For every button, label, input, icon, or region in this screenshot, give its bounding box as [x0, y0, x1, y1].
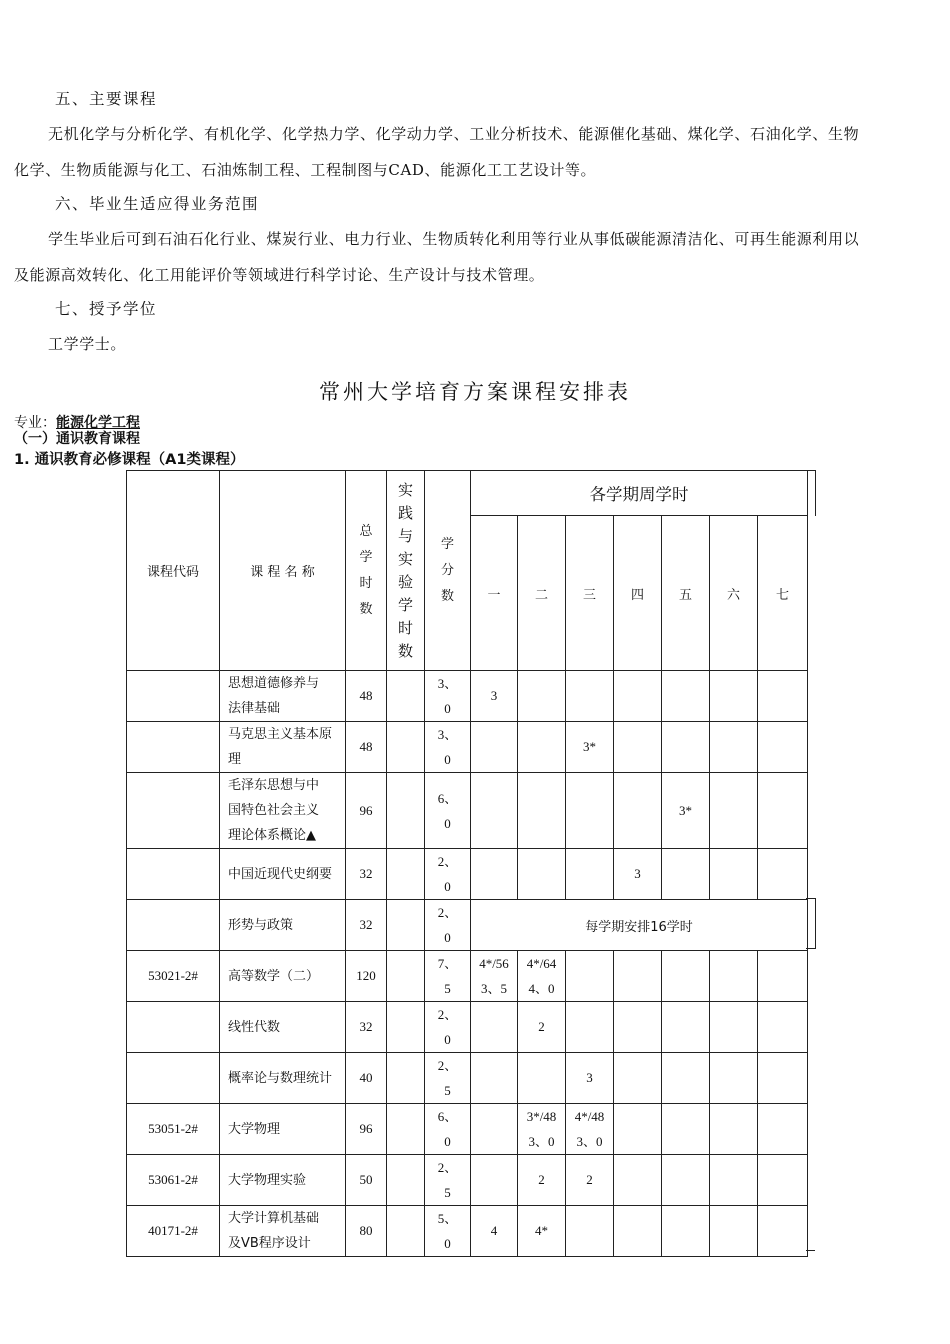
heading-career-scope: 六、毕业生适应得业务范围	[55, 195, 260, 213]
sem-hours	[662, 951, 710, 1002]
course-code	[127, 900, 220, 951]
sem-hours	[758, 849, 808, 900]
sem-hours: 2	[566, 1155, 614, 1206]
sem-hours: 3	[566, 1053, 614, 1104]
sem-hours	[614, 1002, 662, 1053]
sem-hours	[710, 1104, 758, 1155]
practice-hours	[387, 722, 425, 773]
credits: 2、 0	[425, 900, 471, 951]
sem-hours	[566, 773, 614, 849]
total-hours: 48	[346, 722, 387, 773]
sem-hours	[566, 1206, 614, 1257]
sem-hours	[662, 722, 710, 773]
sem-hours	[710, 671, 758, 722]
sem-hours	[758, 1206, 808, 1257]
sem-hours	[614, 1206, 662, 1257]
credits: 7、 5	[425, 951, 471, 1002]
sem-hours	[710, 1002, 758, 1053]
table-bottom-extension	[806, 1250, 815, 1251]
sem-hours	[758, 1104, 808, 1155]
sem-hours	[662, 1104, 710, 1155]
note-border-extension	[806, 898, 816, 949]
table-row	[127, 1002, 808, 1053]
heading-degree: 七、授予学位	[55, 300, 158, 318]
table-row	[127, 773, 808, 849]
credits: 2、 0	[425, 849, 471, 900]
practice-hours	[387, 849, 425, 900]
col-header-practice-hours: 实 践 与 实 验 学 时 数	[387, 471, 425, 671]
credits: 3、 0	[425, 722, 471, 773]
sem-hours	[662, 1002, 710, 1053]
sem-hours	[471, 1002, 518, 1053]
practice-hours	[387, 1104, 425, 1155]
sem-hours	[614, 1104, 662, 1155]
course-name: 大学物理	[220, 1104, 346, 1155]
credits: 6、 0	[425, 773, 471, 849]
credits: 2、 5	[425, 1155, 471, 1206]
course-name: 形势与政策	[220, 900, 346, 951]
sem-hours: 2	[518, 1002, 566, 1053]
total-hours: 32	[346, 849, 387, 900]
credits: 5、 0	[425, 1206, 471, 1257]
sem-hours	[662, 1155, 710, 1206]
sem-hours	[566, 849, 614, 900]
semester-5: 五	[662, 516, 710, 671]
sem-hours	[662, 1053, 710, 1104]
course-name: 毛泽东思想与中 国特色社会主义 理论体系概论▲	[220, 773, 346, 849]
practice-hours	[387, 1053, 425, 1104]
sem-hours	[566, 951, 614, 1002]
course-name: 线性代数	[220, 1002, 346, 1053]
total-hours: 96	[346, 1104, 387, 1155]
sem-hours	[614, 951, 662, 1002]
sem-hours	[758, 1053, 808, 1104]
table-row	[127, 1053, 808, 1104]
sem-hours	[518, 849, 566, 900]
sem-hours	[471, 1053, 518, 1104]
total-hours: 80	[346, 1206, 387, 1257]
credits: 3、 0	[425, 671, 471, 722]
sem-hours	[662, 1206, 710, 1257]
semester-6: 六	[710, 516, 758, 671]
practice-hours	[387, 1002, 425, 1053]
sem-hours	[614, 671, 662, 722]
main-courses-text-line1: 无机化学与分析化学、有机化学、化学热力学、化学动力学、工业分析技术、能源催化基础、煤化学、石油化学、生物	[48, 125, 860, 143]
sem-hours: 3*	[566, 722, 614, 773]
sem-hours	[758, 1002, 808, 1053]
credits: 2、 0	[425, 1002, 471, 1053]
sem-hours	[518, 671, 566, 722]
sem-hours	[758, 951, 808, 1002]
semester-2: 二	[518, 516, 566, 671]
semester-4: 四	[614, 516, 662, 671]
course-name: 大学物理实验	[220, 1155, 346, 1206]
total-hours: 120	[346, 951, 387, 1002]
major-line	[14, 415, 140, 431]
sem-hours	[471, 1104, 518, 1155]
sem-hours	[566, 671, 614, 722]
main-courses-text-line2: 化学、生物质能源与化工、石油炼制工程、工程制图与CAD、能源化工工艺设计等。	[14, 161, 597, 179]
credits: 2、 5	[425, 1053, 471, 1104]
course-name: 中国近现代史纲要	[220, 849, 346, 900]
sem-hours	[758, 1155, 808, 1206]
career-scope-text-line2: 及能源高效转化、化工用能评价等领域进行科学讨论、生产设计与技术管理。	[14, 266, 545, 284]
sem-hours	[710, 1053, 758, 1104]
table-row	[127, 1104, 808, 1155]
table-row	[127, 951, 808, 1002]
header-border-extension	[806, 470, 816, 516]
major-label: 专业：	[14, 415, 56, 431]
semester-7: 七	[758, 516, 808, 671]
semester-3: 三	[566, 516, 614, 671]
course-name: 概率论与数理统计	[220, 1053, 346, 1104]
course-code	[127, 1053, 220, 1104]
col-header-weekly-hours: 各学期周学时	[471, 471, 808, 516]
practice-hours	[387, 1206, 425, 1257]
sem-hours: 3	[471, 671, 518, 722]
course-name: 马克思主义基本原 理	[220, 722, 346, 773]
course-code	[127, 722, 220, 773]
semester-1: 一	[471, 516, 518, 671]
sem-hours	[518, 1053, 566, 1104]
course-name: 大学计算机基础 及VB程序设计	[220, 1206, 346, 1257]
sem-hours	[614, 722, 662, 773]
course-code	[127, 671, 220, 722]
sem-hours: 4	[471, 1206, 518, 1257]
table-row	[127, 722, 808, 773]
col-header-total-hours: 总 学 时 数	[346, 471, 387, 671]
section-heading-required: 1. 通识教育必修课程（A1类课程）	[14, 452, 245, 468]
career-scope-text-line1: 学生毕业后可到石油石化行业、煤炭行业、电力行业、生物质转化利用等行业从事低碳能源清洁化、可再生能源利用以	[48, 230, 860, 248]
sem-hours	[471, 1155, 518, 1206]
table-row	[127, 1206, 808, 1257]
page-title: 常州大学培育方案课程安排表	[319, 380, 631, 404]
sem-hours	[471, 773, 518, 849]
sem-hours	[758, 671, 808, 722]
table-row	[127, 849, 808, 900]
sem-hours	[758, 773, 808, 849]
section-heading-general: （一）通识教育课程	[14, 431, 140, 447]
practice-hours	[387, 1155, 425, 1206]
practice-hours	[387, 773, 425, 849]
sem-hours	[614, 773, 662, 849]
table-row	[127, 1155, 808, 1206]
sem-hours	[662, 849, 710, 900]
sem-hours	[518, 773, 566, 849]
table-row	[127, 900, 808, 951]
sem-hours	[471, 722, 518, 773]
course-code: 53021-2#	[127, 951, 220, 1002]
sem-hours: 2	[518, 1155, 566, 1206]
practice-hours	[387, 951, 425, 1002]
table-row	[127, 671, 808, 722]
semester-span-note: 每学期安排16学时	[471, 900, 808, 951]
total-hours: 32	[346, 1002, 387, 1053]
sem-hours	[566, 1002, 614, 1053]
practice-hours	[387, 900, 425, 951]
practice-hours	[387, 671, 425, 722]
credits: 6、 0	[425, 1104, 471, 1155]
course-code: 53051-2#	[127, 1104, 220, 1155]
sem-hours	[710, 722, 758, 773]
total-hours: 32	[346, 900, 387, 951]
sem-hours	[710, 951, 758, 1002]
course-code	[127, 849, 220, 900]
col-header-credits: 学 分 数	[425, 471, 471, 671]
degree-text: 工学学士。	[48, 335, 127, 353]
sem-hours	[662, 671, 710, 722]
col-header-code: 课程代码	[127, 471, 220, 671]
course-name: 高等数学（二）	[220, 951, 346, 1002]
sem-hours: 4*/56 3、5	[471, 951, 518, 1002]
course-code: 40171-2#	[127, 1206, 220, 1257]
sem-hours	[614, 1053, 662, 1104]
major-value: 能源化学工程	[56, 415, 140, 431]
sem-hours	[518, 722, 566, 773]
course-name: 思想道德修养与 法律基础	[220, 671, 346, 722]
course-code: 53061-2#	[127, 1155, 220, 1206]
sem-hours	[614, 1155, 662, 1206]
sem-hours	[710, 849, 758, 900]
sem-hours	[758, 722, 808, 773]
total-hours: 40	[346, 1053, 387, 1104]
sem-hours	[471, 849, 518, 900]
sem-hours	[710, 773, 758, 849]
heading-main-courses: 五、主要课程	[55, 90, 158, 108]
sem-hours: 3*/48 3、0	[518, 1104, 566, 1155]
total-hours: 50	[346, 1155, 387, 1206]
sem-hours	[710, 1206, 758, 1257]
course-code	[127, 1002, 220, 1053]
sem-hours	[710, 1155, 758, 1206]
sem-hours: 4*	[518, 1206, 566, 1257]
total-hours: 96	[346, 773, 387, 849]
course-code	[127, 773, 220, 849]
table-header-row	[127, 471, 808, 516]
total-hours: 48	[346, 671, 387, 722]
sem-hours: 3	[614, 849, 662, 900]
sem-hours: 4*/48 3、0	[566, 1104, 614, 1155]
sem-hours: 3*	[662, 773, 710, 849]
course-plan-table	[126, 470, 808, 1257]
sem-hours: 4*/64 4、0	[518, 951, 566, 1002]
col-header-name: 课 程 名 称	[220, 471, 346, 671]
